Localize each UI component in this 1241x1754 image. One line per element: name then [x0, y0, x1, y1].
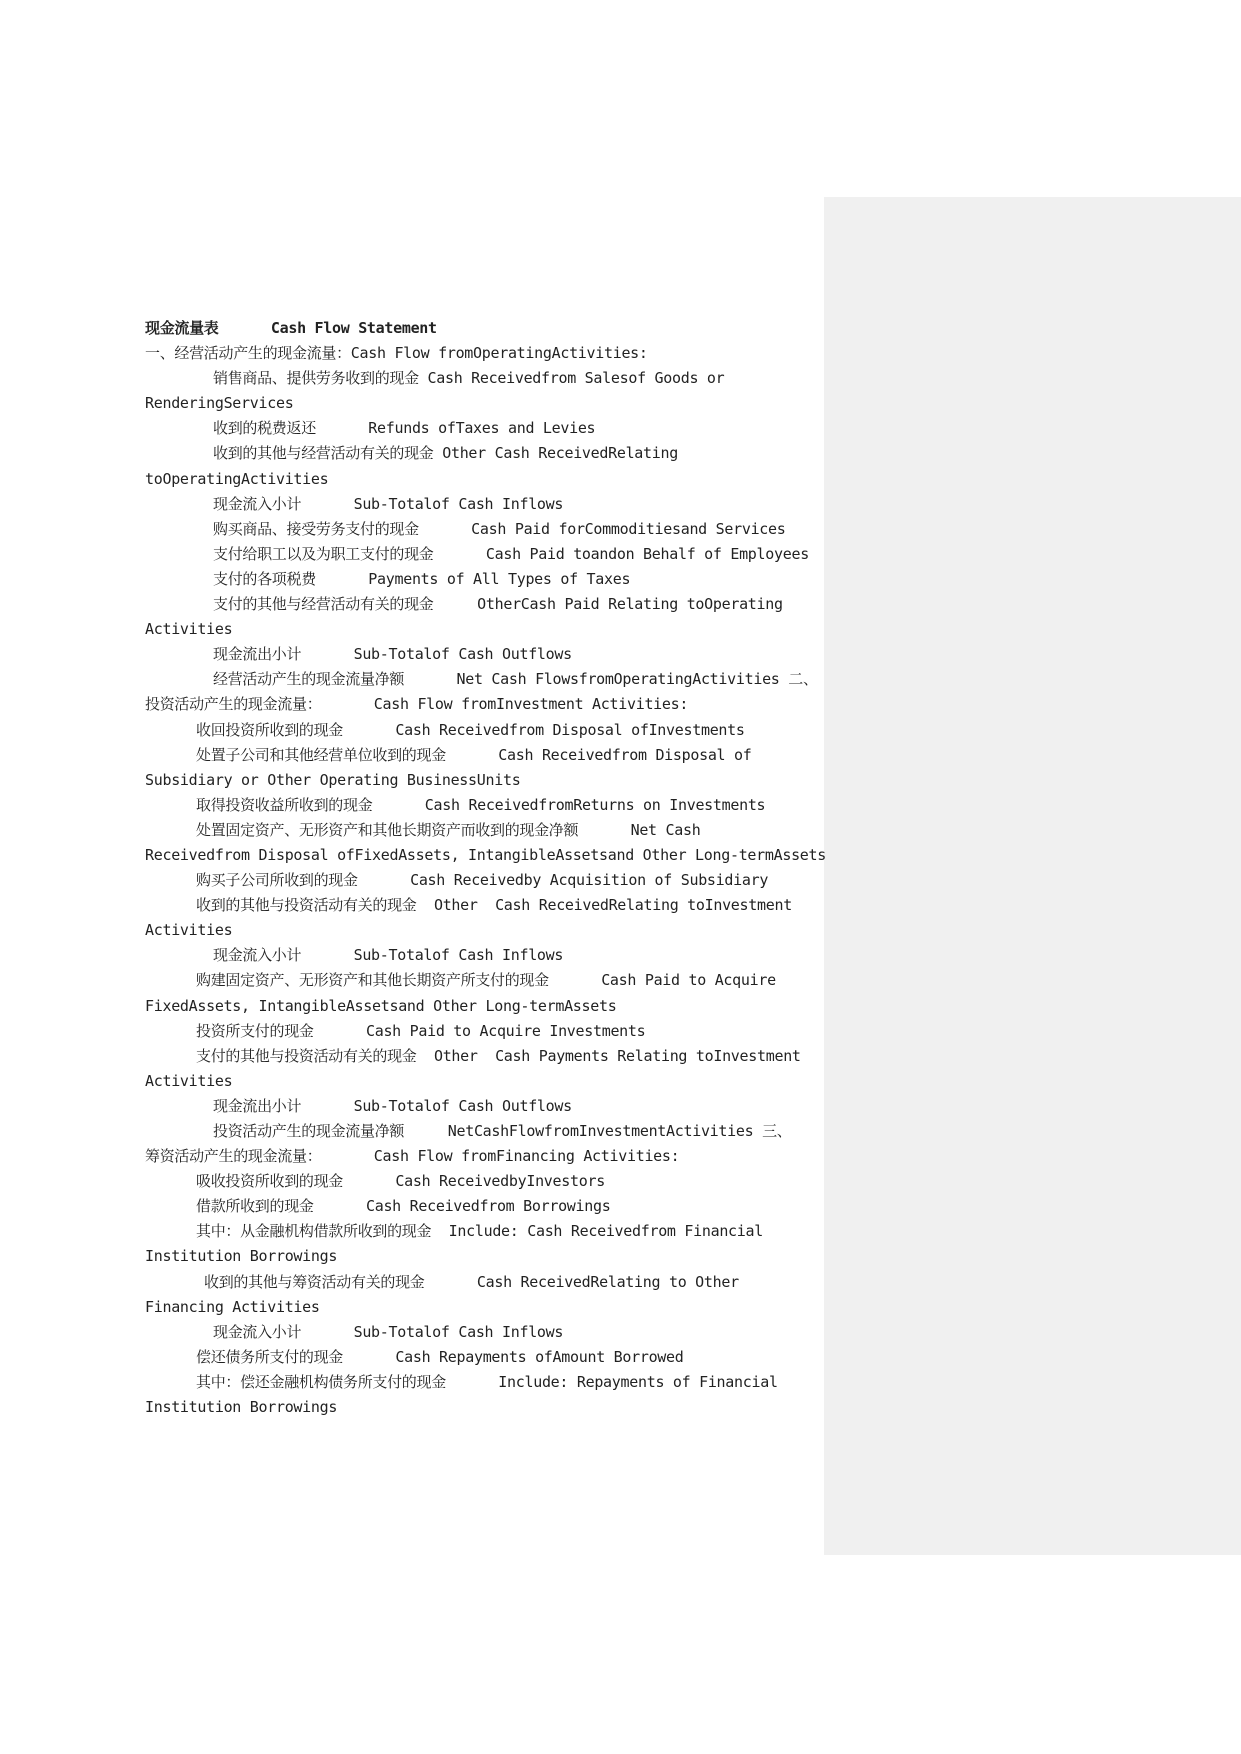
text-line: 支付的其他与投资活动有关的现金 Other Cash Payments Relating toInvestment: [196, 1046, 801, 1065]
text-line: Activities: [145, 1071, 233, 1090]
text-line: 购买商品、接受劳务支付的现金 Cash Paid forCommoditiesand Services: [213, 519, 786, 538]
text-line: 支付的各项税费 Payments of All Types of Taxes: [213, 569, 631, 588]
text-line: toOperatingActivities: [145, 469, 329, 488]
text-line: 购买子公司所收到的现金 Cash Receivedby Acquisition of Subsidiary: [196, 871, 769, 890]
text-line: 收到的其他与投资活动有关的现金 Other Cash ReceivedRelating toInvestment: [196, 896, 792, 915]
text-line: 一、经营活动产生的现金流量：Cash Flow fromOperatingActivities:: [145, 344, 648, 363]
text-line: Institution Borrowings: [145, 1398, 338, 1417]
text-line: 处置子公司和其他经营单位收到的现金 Cash Receivedfrom Disposal of: [196, 745, 752, 764]
text-line: Receivedfrom Disposal ofFixedAssets, IntangibleAssetsand Other Long-termAssets: [145, 845, 827, 864]
text-line: Activities: [145, 620, 233, 639]
text-line: RenderingServices: [145, 394, 294, 413]
text-line: 其中：偿还金融机构债务所支付的现金 Include: Repayments of Financial: [196, 1372, 778, 1391]
text-line: 收到的其他与经营活动有关的现金 Other Cash ReceivedRelating: [213, 444, 678, 463]
text-line: 处置固定资产、无形资产和其他长期资产而收到的现金净额 Net Cash: [196, 820, 701, 839]
text-line: 投资所支付的现金 Cash Paid to Acquire Investments: [196, 1021, 646, 1040]
document-title: 现金流量表 Cash Flow Statement: [145, 319, 437, 337]
text-line: Financing Activities: [145, 1297, 320, 1316]
text-line: 现金流出小计 Sub-Totalof Cash Outflows: [213, 645, 572, 664]
text-line: 取得投资收益所收到的现金 Cash ReceivedfromReturns on Investments: [196, 795, 766, 814]
comment-pane: [824, 197, 1241, 1555]
text-line: FixedAssets, IntangibleAssetsand Other Long-termAssets: [145, 996, 617, 1015]
text-line: 投资活动产生的现金流量净额 NetCashFlowfromInvestmentActivities 三、: [213, 1122, 792, 1140]
text-line: 现金流入小计 Sub-Totalof Cash Inflows: [213, 1322, 564, 1341]
text-line: 购建固定资产、无形资产和其他长期资产所支付的现金 Cash Paid to Acquire: [196, 971, 776, 990]
text-line: 现金流出小计 Sub-Totalof Cash Outflows: [213, 1096, 572, 1115]
text-line: 支付的其他与经营活动有关的现金 OtherCash Paid Relating toOperating: [213, 595, 783, 614]
text-line: Activities: [145, 921, 233, 940]
text-line: 支付给职工以及为职工支付的现金 Cash Paid toandon Behalf of Employees: [213, 544, 809, 563]
text-line: 吸收投资所收到的现金 Cash ReceivedbyInvestors: [196, 1172, 605, 1191]
text-line: 销售商品、提供劳务收到的现金 Cash Receivedfrom Salesof Goods or: [213, 369, 725, 388]
text-line: Institution Borrowings: [145, 1247, 338, 1266]
document-body: [145, 316, 825, 1420]
text-line: 收到的其他与筹资活动有关的现金 Cash ReceivedRelating to Other: [204, 1272, 739, 1291]
text-line: 收到的税费返还 Refunds ofTaxes and Levies: [213, 419, 596, 438]
text-line: 收回投资所收到的现金 Cash Receivedfrom Disposal ofInvestments: [196, 720, 745, 739]
text-line: 现金流入小计 Sub-Totalof Cash Inflows: [213, 946, 564, 965]
text-line: 其中：从金融机构借款所收到的现金 Include: Cash Receivedfrom Financial: [196, 1222, 763, 1241]
text-line: 借款所收到的现金 Cash Receivedfrom Borrowings: [196, 1197, 611, 1216]
text-line: 现金流入小计 Sub-Totalof Cash Inflows: [213, 494, 564, 513]
text-line: 筹资活动产生的现金流量： Cash Flow fromFinancing Activities:: [145, 1147, 680, 1166]
text-line: 投资活动产生的现金流量： Cash Flow fromInvestment Activities:: [145, 695, 689, 714]
text-line: 偿还债务所支付的现金 Cash Repayments ofAmount Borrowed: [196, 1347, 684, 1366]
text-line: Subsidiary or Other Operating BusinessUnits: [145, 770, 521, 789]
text-line: 经营活动产生的现金流量净额 Net Cash FlowsfromOperatingActivities 二、: [213, 670, 818, 689]
